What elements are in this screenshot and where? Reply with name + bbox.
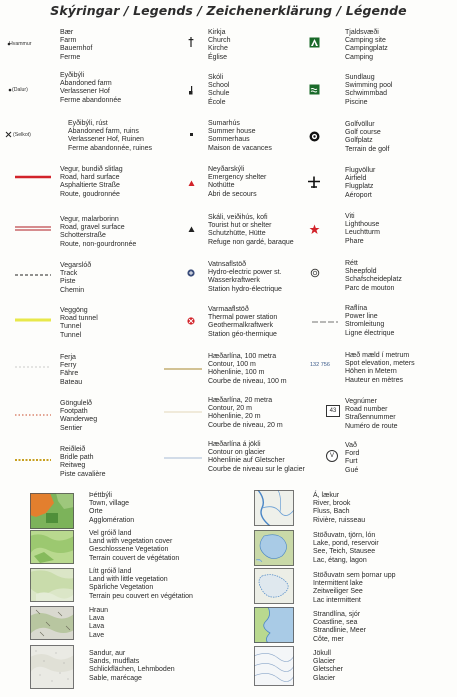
legend-entry-school xyxy=(208,74,229,107)
entry-line: Höhen in Metern xyxy=(345,368,397,376)
entry-line: Land with vegetation cover xyxy=(89,538,173,546)
gravel-road-line-icon xyxy=(15,225,51,233)
entry-line: Land with little vegetation xyxy=(89,576,168,584)
entry-line: Contour, 20 m xyxy=(208,405,252,413)
lava-swatch-icon xyxy=(30,606,74,640)
little-vegetation-swatch-icon xyxy=(30,568,74,602)
legend-entry-glacier xyxy=(313,650,343,683)
entry-line: Sandur, aur xyxy=(89,650,126,657)
entry-line: Kirche xyxy=(208,45,228,53)
entry-line: Fluss, Bach xyxy=(313,508,350,516)
entry-line: Lac intermittent xyxy=(313,596,361,604)
legend-entry-summer-house xyxy=(208,120,272,153)
entry-line: Á, lækur xyxy=(313,492,340,499)
entry-line: Viti xyxy=(345,213,355,220)
legend-entry-footpath xyxy=(60,400,97,433)
contour-glacier-line-icon xyxy=(164,456,202,460)
entry-line: Airfield xyxy=(345,175,367,183)
entry-line: Aéroport xyxy=(345,191,372,199)
entry-line: Eyðibýli, rúst xyxy=(68,120,108,127)
entry-line: See, Teich, Stausee xyxy=(313,548,376,556)
entry-line: Lítt gróið land xyxy=(89,568,132,575)
emergency-shelter-icon xyxy=(188,180,195,187)
entry-line: Nothütte xyxy=(208,182,235,190)
entry-line: Zeitweiliger See xyxy=(313,588,363,596)
entry-line: Veggöng xyxy=(60,307,88,314)
entry-line: Skáli, veiðihús, kofi xyxy=(208,214,268,221)
entry-line: Sands, mudflats xyxy=(89,658,140,666)
legend-entry-road-number xyxy=(345,398,398,431)
entry-line: Ferme xyxy=(60,53,81,61)
swimming-pool-icon xyxy=(309,84,320,95)
entry-line: Golfvöllur xyxy=(345,121,375,128)
legend-entry-river xyxy=(313,492,365,525)
legend-entry-tourist-hut xyxy=(208,214,294,247)
abandoned-farm-name-label: (Dalur) xyxy=(12,87,28,93)
legend-entry-little-vegetation xyxy=(89,568,193,601)
entry-line: School xyxy=(208,82,230,90)
entry-line: Côte, mer xyxy=(313,635,344,643)
entry-line: Spärliche Vegetation xyxy=(89,584,154,592)
entry-line: Vegur, malarborinn xyxy=(60,216,119,223)
entry-line: Asphaltierte Straße xyxy=(60,182,120,190)
entry-line: Bær xyxy=(60,29,74,36)
legend-entry-bridle-path xyxy=(60,446,106,479)
entry-line: Stromleitung xyxy=(345,321,385,329)
entry-line: Camping xyxy=(345,53,374,61)
entry-line: Hydro-electric power st. xyxy=(208,269,282,277)
entry-line: Town, village xyxy=(89,500,130,508)
entry-line: Sheepfold xyxy=(345,268,377,276)
entry-line: Contour on glacier xyxy=(208,449,266,457)
entry-line: Leuchtturm xyxy=(345,229,381,237)
entry-line: Road number xyxy=(345,406,388,414)
entry-line: Geschlossene Vegetation xyxy=(89,546,169,554)
entry-line: Schule xyxy=(208,90,230,98)
paved-road-line-icon xyxy=(15,174,51,180)
entry-line: Abandoned farm, ruins xyxy=(68,128,139,136)
river-swatch-icon xyxy=(254,490,294,526)
camping-tent-icon xyxy=(309,37,320,48)
entry-line: Golfplatz xyxy=(345,137,373,145)
entry-line: Lighthouse xyxy=(345,221,380,229)
entry-line: Ford xyxy=(345,450,360,458)
entry-line: Verlassener Hof, Ruinen xyxy=(68,136,144,144)
legend-entry-road-tunnel xyxy=(60,307,98,340)
power-line-icon xyxy=(312,320,338,324)
intermittent-lake-swatch-icon xyxy=(254,568,294,604)
entry-line: Geothermalkraftwerk xyxy=(208,322,273,330)
entry-line: Ferme abandonnée, ruines xyxy=(68,144,153,152)
tourist-hut-icon xyxy=(188,226,195,233)
entry-line: Lake, pond, reservoir xyxy=(313,540,379,548)
entry-line: Skóli xyxy=(208,74,224,81)
legend-entry-town xyxy=(89,492,134,525)
legend-entry-contour-20 xyxy=(208,397,283,430)
entry-line: Hæðarlína á jökli xyxy=(208,441,261,448)
entry-line: Tjaldsvæði xyxy=(345,29,379,36)
entry-line: Raflína xyxy=(345,305,368,312)
entry-line: Vel gróið land xyxy=(89,530,132,537)
entry-line: Göngulelð xyxy=(60,400,92,407)
entry-line: Sommerhaus xyxy=(208,136,250,144)
entry-line: Bauernhof xyxy=(60,45,93,53)
town-swatch-icon xyxy=(30,493,74,529)
entry-line: Straßennummer xyxy=(345,414,396,422)
entry-line: Courbe de niveau, 100 m xyxy=(208,377,287,385)
entry-line: Schwimmbad xyxy=(345,90,388,98)
ferry-line-icon xyxy=(15,364,51,370)
ford-icon: V xyxy=(326,450,338,462)
entry-line: Hæð mæld í metrum xyxy=(345,352,410,359)
legend-entry-abandoned-farm xyxy=(60,72,121,105)
entry-line: Vegnúmer xyxy=(345,398,377,405)
entry-line: Flugvöllur xyxy=(345,167,376,174)
entry-line: Terrain de golf xyxy=(345,145,390,153)
entry-line: Wanderweg xyxy=(60,416,98,424)
entry-line: Maison de vacances xyxy=(208,144,272,152)
legend-entry-swimming-pool xyxy=(345,74,392,107)
entry-line: Schutzhütte, Hütte xyxy=(208,230,266,238)
entry-line: Phare xyxy=(345,237,364,245)
legend-entry-ford xyxy=(345,442,359,475)
entry-line: Piste cavalière xyxy=(60,470,106,478)
entry-line: Gletscher xyxy=(313,666,343,674)
entry-line: Reiðleið xyxy=(60,446,86,453)
school-icon xyxy=(188,86,196,96)
entry-line: Vegarslóð xyxy=(60,262,92,269)
entry-line: Lave xyxy=(89,631,105,639)
entry-line: Eyðibýli xyxy=(60,72,85,79)
entry-line: Spot elevation, meters xyxy=(345,360,415,368)
entry-line: Hæðarlína, 20 metra xyxy=(208,397,273,404)
entry-line: Route, goudronnée xyxy=(60,190,120,198)
entry-line: Jökull xyxy=(313,650,331,657)
summer-house-icon xyxy=(189,132,195,138)
entry-line: Intermittent lake xyxy=(313,580,363,588)
entry-line: Camping site xyxy=(345,37,386,45)
entry-line: Emergency shelter xyxy=(208,174,267,182)
legend-entry-ruins xyxy=(68,120,152,153)
entry-line: Sable, marécage xyxy=(89,674,142,682)
entry-line: Schafscheideplatz xyxy=(345,276,402,284)
entry-line: Stöðuvatn sem þornar upp xyxy=(313,572,396,579)
entry-line: Höhenlinie, 100 m xyxy=(208,369,265,377)
entry-line: Courbe de niveau, 20 m xyxy=(208,421,283,429)
entry-line: Bridle path xyxy=(60,454,94,462)
entry-line: Road, hard surface xyxy=(60,174,120,182)
entry-line: Agglomération xyxy=(89,516,135,524)
entry-line: Farm xyxy=(60,37,77,45)
entry-line: Vegur, bundið slitlag xyxy=(60,166,123,173)
entry-line: Road, gravel surface xyxy=(60,224,125,232)
hydro-station-icon xyxy=(186,268,196,278)
entry-line: Lac, étang, lagon xyxy=(313,556,367,564)
entry-line: Ferja xyxy=(60,354,76,361)
entry-line: Neyðarskýli xyxy=(208,166,245,173)
legend-entry-hydro-station xyxy=(208,261,282,294)
sheepfold-icon xyxy=(310,268,320,278)
entry-line: Hraun xyxy=(89,607,109,614)
legend-title: Skýringar / Legends / Zeichenerklärung / Légende xyxy=(50,3,407,18)
entry-line: Tunnel xyxy=(60,331,82,339)
entry-line: Ferry xyxy=(60,362,77,370)
legend-entry-vegetation xyxy=(89,530,179,563)
entry-line: Église xyxy=(208,53,228,61)
coastline-swatch-icon xyxy=(254,607,294,643)
entry-line: Strandlína, sjór xyxy=(313,611,361,618)
road-number-badge: 43 xyxy=(326,405,340,417)
legend-entry-ferry xyxy=(60,354,82,387)
legend-entry-camping xyxy=(345,29,388,62)
entry-line: Lava xyxy=(89,615,105,623)
ruins-name-label: (Selkot) xyxy=(13,132,31,138)
entry-line: Schotterstraße xyxy=(60,232,106,240)
entry-line: Glacier xyxy=(313,658,336,666)
contour-20-line-icon xyxy=(164,410,202,414)
entry-line: Glacier xyxy=(313,674,336,682)
entry-line: Furt xyxy=(345,458,358,466)
legend-entry-intermittent-lake xyxy=(313,572,396,605)
entry-line: Gué xyxy=(345,466,359,474)
track-line-icon xyxy=(15,272,51,278)
entry-line: Power line xyxy=(345,313,378,321)
legend-entry-power-line xyxy=(345,305,394,338)
legend-entry-coastline xyxy=(313,611,366,644)
entry-line: Kirkja xyxy=(208,29,226,36)
entry-line: Swimming pool xyxy=(345,82,393,90)
entry-line: Flugplatz xyxy=(345,183,374,191)
legend-entry-emergency-shelter xyxy=(208,166,266,199)
legend-entry-church xyxy=(208,29,231,62)
legend-entry-thermal-station xyxy=(208,306,277,339)
entry-line: Tourist hut or shelter xyxy=(208,222,272,230)
entry-line: Piste xyxy=(60,278,76,286)
entry-line: Route, non-gourdronnée xyxy=(60,240,137,248)
entry-line: Reitweg xyxy=(60,462,86,470)
road-tunnel-line-icon xyxy=(15,317,51,323)
entry-line: Contour, 100 m xyxy=(208,361,256,369)
entry-line: Footpath xyxy=(60,408,88,416)
vegetation-swatch-icon xyxy=(30,530,74,564)
entry-line: Varmaaflstöð xyxy=(208,306,249,313)
legend-entry-paved-road xyxy=(60,166,123,199)
entry-line: Orte xyxy=(89,508,103,516)
entry-line: Stöðuvatn, tjörn, lón xyxy=(313,532,376,539)
entry-line: Church xyxy=(208,37,231,45)
entry-line: Bateau xyxy=(60,378,83,386)
entry-line: Station géo-thermique xyxy=(208,330,277,338)
entry-line: Sundlaug xyxy=(345,74,375,81)
farm-name-label: Hvammur xyxy=(9,41,32,47)
legend-entry-lighthouse xyxy=(345,213,380,246)
entry-line: Terrain peu couvert en végétation xyxy=(89,592,193,600)
legend-entry-contour-glacier xyxy=(208,441,305,474)
legend-entry-contour-100 xyxy=(208,353,287,386)
entry-line: Parc de mouton xyxy=(345,284,395,292)
entry-line: Ligne électrique xyxy=(345,329,395,337)
entry-line: Rivière, ruisseau xyxy=(313,516,366,524)
airplane-icon xyxy=(307,176,321,189)
entry-line: Tunnel xyxy=(60,323,82,331)
legend-entry-gravel-road xyxy=(60,216,136,249)
entry-line: Abandoned farm xyxy=(60,80,112,88)
entry-line: Hæðarlína, 100 metra xyxy=(208,353,277,360)
entry-line: Courbe de niveau sur le glacier xyxy=(208,465,305,473)
entry-line: Station hydro-électrique xyxy=(208,285,282,293)
legend-entry-golf xyxy=(345,121,389,154)
entry-line: Þéttbýli xyxy=(89,492,112,499)
entry-line: Piscine xyxy=(345,98,368,106)
entry-line: Track xyxy=(60,270,78,278)
entry-line: Sentier xyxy=(60,424,83,432)
entry-line: Lava xyxy=(89,623,105,631)
entry-line: Coastline, sea xyxy=(313,619,358,627)
golf-icon xyxy=(309,131,320,142)
entry-line: Golf course xyxy=(345,129,381,137)
legend-entry-track xyxy=(60,262,91,295)
glacier-swatch-icon xyxy=(254,646,294,686)
legend-entry-farm xyxy=(60,29,92,62)
bridle-path-line-icon xyxy=(15,457,51,463)
contour-100-line-icon xyxy=(164,367,202,371)
entry-line: Wasserkraftwerk xyxy=(208,277,260,285)
legend-entry-lava xyxy=(89,607,108,640)
entry-line: Terrain couvert de végétation xyxy=(89,554,180,562)
entry-line: École xyxy=(208,98,226,106)
legend-entry-lake xyxy=(313,532,379,565)
legend-entry-airfield xyxy=(345,167,375,200)
entry-line: Refuge non gardé, baraque xyxy=(208,238,294,246)
entry-line: Vatnsaflstöð xyxy=(208,261,247,268)
lighthouse-star-icon xyxy=(309,224,320,235)
thermal-station-icon xyxy=(186,316,196,326)
ruins-cross-icon xyxy=(5,131,13,139)
sand-swatch-icon xyxy=(30,645,74,689)
legend-entry-sheepfold xyxy=(345,260,402,293)
legend-entry-sand xyxy=(89,650,175,683)
entry-line: Höhenlinie, 20 m xyxy=(208,413,261,421)
spot-elevation-label: 132 756 xyxy=(310,362,330,368)
entry-line: Strandlinie, Meer xyxy=(313,627,366,635)
entry-line: Hauteur en mètres xyxy=(345,376,403,384)
entry-line: Höhenlinie auf Gletscher xyxy=(208,457,285,465)
entry-line: Numéro de route xyxy=(345,422,398,430)
entry-line: Vað xyxy=(345,442,357,449)
entry-line: Schlickflächen, Lehmboden xyxy=(89,666,175,674)
lake-swatch-icon xyxy=(254,530,294,566)
entry-line: Fähre xyxy=(60,370,79,378)
entry-line: River, brook xyxy=(313,500,351,508)
church-icon xyxy=(188,36,194,48)
entry-line: Ferme abandonnée xyxy=(60,96,122,104)
entry-line: Thermal power station xyxy=(208,314,278,322)
entry-line: Summer house xyxy=(208,128,256,136)
footpath-line-icon xyxy=(15,412,51,418)
entry-line: Rétt xyxy=(345,260,358,267)
entry-line: Road tunnel xyxy=(60,315,98,323)
legend-entry-spot-elevation xyxy=(345,352,415,385)
entry-line: Campingplatz xyxy=(345,45,388,53)
entry-line: Abri de secours xyxy=(208,190,257,198)
entry-line: Verlassener Hof xyxy=(60,88,110,96)
entry-line: Chemin xyxy=(60,286,85,294)
entry-line: Sumarhús xyxy=(208,120,240,127)
